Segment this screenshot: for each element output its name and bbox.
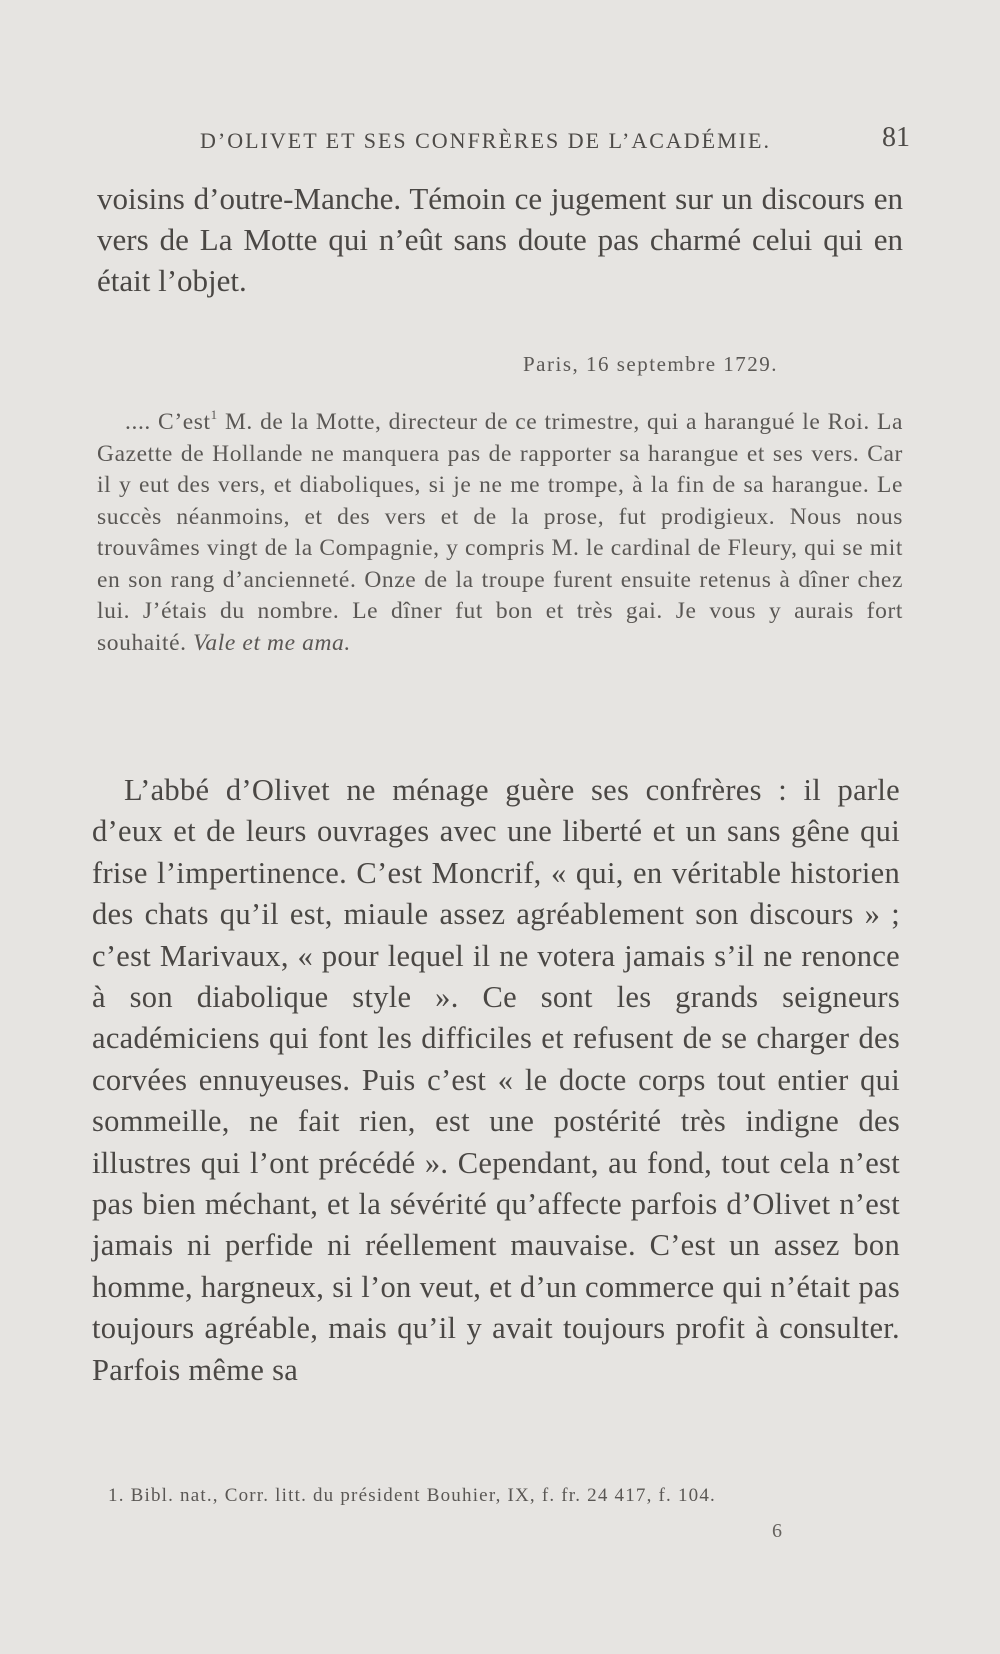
running-head — [200, 122, 910, 162]
page-number: 81 — [882, 122, 910, 153]
footnote: 1. Bibl. nat., Corr. litt. du président Bouhier, IX, f. fr. 24 417, f. 104. — [108, 1485, 716, 1506]
letter-body: M. de la Motte, directeur de ce trimestre, qui a harangué le Roi. La Gazette de Hollande ne manquera pas de rapporter sa harangue et ses vers. Car il y eut des vers, et diaboliques, si je ne me trompe, à la fin de sa harangue. Le succès néanmoins, et des vers et de la prose, fut prodigieux. Nous nous trouvâmes vingt de la Compagnie, y compris M. le cardinal de Fleury, qui se mit en son rang d’ancienneté. Onze de la troupe furent ensuite retenus à dîner chez lui. J’étais du nombre. Le dîner fut bon et très gai. Je vous y aurais fort souhaité. — [97, 409, 903, 656]
running-title: D’OLIVET ET SES CONFRÈRES DE L’ACADÉMIE. — [200, 128, 771, 153]
paragraph-main-text: L’abbé d’Olivet ne ménage guère ses confrères : il parle d’eux et de leurs ouvrages avec une liberté et un sans gêne qui frise l’impertinence. C’est Moncrif, « qui, en véritable historien des chats qu’il est, miaule assez agréablement son discours » ; c’est Marivaux, « pour lequel il ne votera jamais s’il ne renonce à son diabolique style ». Ce sont les grands seigneurs académiciens qui font les difficiles et refusent de se charger des corvées ennuyeuses. Puis c’est « le docte corps tout entier qui sommeille, ne fait rien, est une postérité très indigne des illustres qui l’ont précédé ». Cependant, au fond, tout cela n’est pas bien méchant, et la sévérité qu’affecte parfois d’Olivet n’est jamais ni perfide ni réellement mauvaise. C’est un assez bon homme, hargneux, si l’on veut, et d’un commerce qui n’était pas toujours agréable, mais qu’il y avait toujours profit à consulter. Parfois même sa — [92, 773, 900, 1387]
footnote-reference: 1 — [210, 407, 218, 422]
letter-dateline: Paris, 16 septembre 1729. — [523, 352, 779, 376]
letter-quote — [97, 407, 903, 659]
letter-closing: Vale et me ama. — [193, 629, 351, 656]
paragraph-intro: voisins d’outre-Manche. Témoin ce jugement sur un discours en vers de La Motte qui n’eût sans doute pas charmé celui qui en était l’objet. — [97, 181, 903, 298]
letter-lead: .... C’est — [125, 409, 211, 435]
signature-mark: 6 — [772, 1520, 782, 1542]
paragraph-main — [92, 770, 900, 1391]
